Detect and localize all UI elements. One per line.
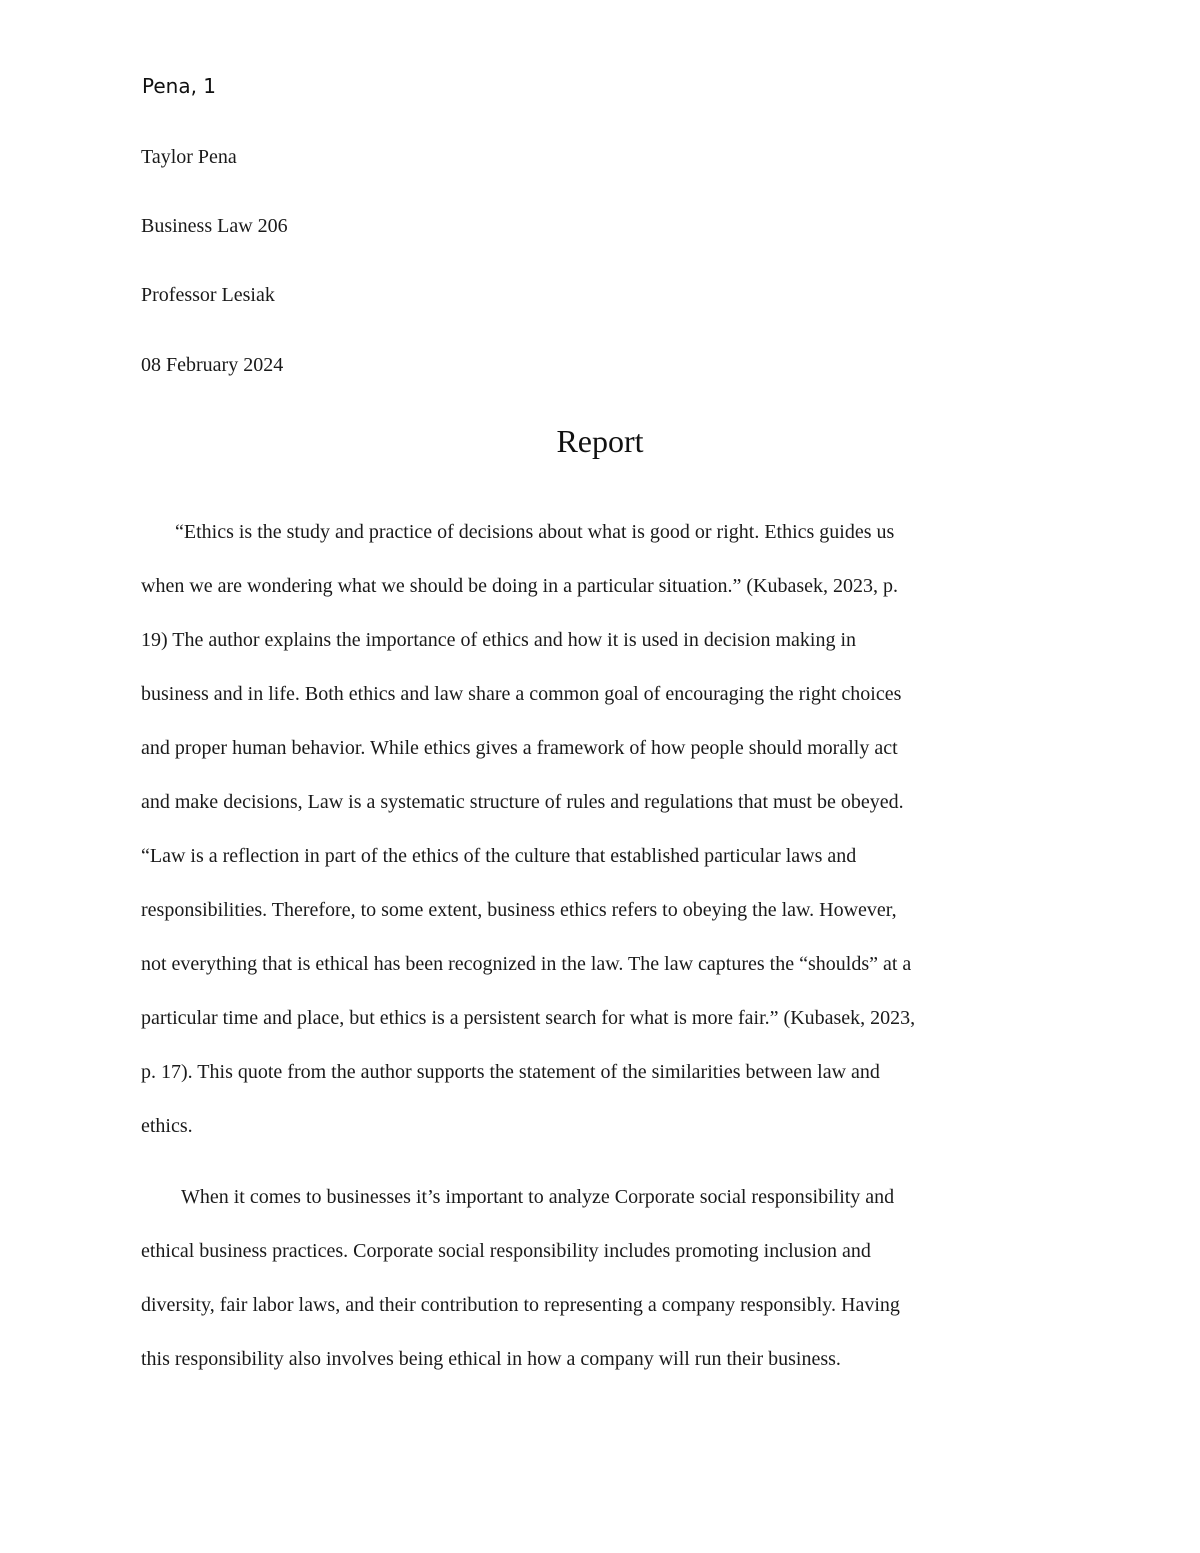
course-name: Business Law 206 bbox=[141, 215, 288, 237]
paragraph-line: when we are wondering what we should be doing in a particular situation.” (Kubasek, 2023, p. bbox=[141, 575, 899, 597]
paragraph-line: business and in life. Both ethics and law share a common goal of encouraging the right choices bbox=[141, 683, 902, 705]
paragraph-line: not everything that is ethical has been recognized in the law. The law captures the “shoulds” at a bbox=[141, 953, 912, 975]
paragraph-line: and proper human behavior. While ethics gives a framework of how people should morally act bbox=[141, 737, 898, 759]
document-date: 08 February 2024 bbox=[141, 354, 284, 376]
paragraph-line: diversity, fair labor laws, and their contribution to representing a company responsibly. Having bbox=[141, 1294, 900, 1316]
professor-name: Professor Lesiak bbox=[141, 284, 275, 306]
paragraph-line: and make decisions, Law is a systematic structure of rules and regulations that must be obeyed. bbox=[141, 791, 904, 813]
paragraph-line: When it comes to businesses it’s important to analyze Corporate social responsibility and bbox=[181, 1186, 895, 1208]
running-header: Pena, 1 bbox=[142, 74, 217, 98]
paragraph-2 bbox=[141, 1170, 1071, 1386]
paragraph-line: “Ethics is the study and practice of decisions about what is good or right. Ethics guides us bbox=[175, 521, 895, 543]
paragraph-line: ethics. bbox=[141, 1115, 193, 1137]
paragraph-line: ethical business practices. Corporate social responsibility includes promoting inclusion and bbox=[141, 1240, 871, 1262]
page-title: Report bbox=[556, 423, 644, 459]
paragraph-line: this responsibility also involves being ethical in how a company will run their business. bbox=[141, 1348, 841, 1370]
paragraph-1 bbox=[141, 505, 1071, 1153]
paragraph-line: responsibilities. Therefore, to some extent, business ethics refers to obeying the law. However, bbox=[141, 899, 897, 921]
paragraph-line: p. 17). This quote from the author supports the statement of the similarities between law and bbox=[141, 1061, 880, 1083]
paragraph-line: particular time and place, but ethics is a persistent search for what is more fair.” (Kubasek, 2023, bbox=[141, 1007, 916, 1029]
paragraph-line: 19) The author explains the importance of ethics and how it is used in decision making in bbox=[141, 629, 857, 651]
paragraph-line: “Law is a reflection in part of the ethics of the culture that established particular laws and bbox=[141, 845, 857, 867]
student-name: Taylor Pena bbox=[141, 146, 237, 168]
